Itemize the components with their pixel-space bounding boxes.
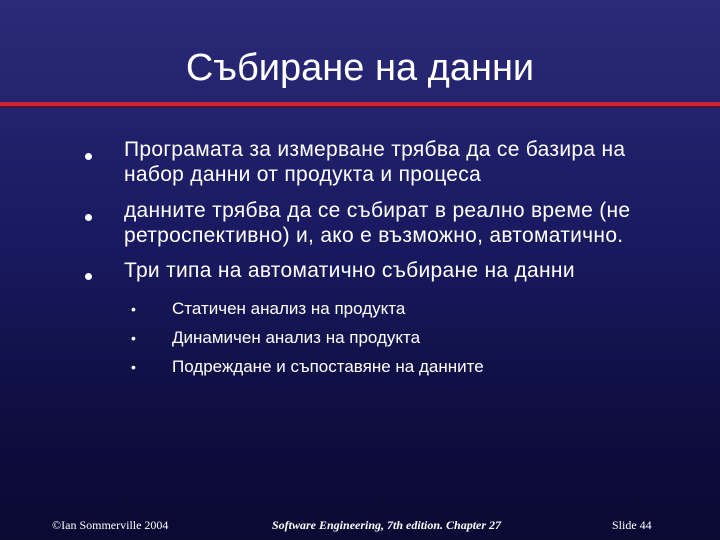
footer-book-title: Software Engineering, 7th edition. Chapter 27 <box>272 518 502 532</box>
footer-copyright: ©Ian Sommerville 2004 <box>52 518 169 532</box>
bullet-text: данните трябва да се събират в реално време (не ретроспективно) и, ако е възможно, автоматично. <box>124 199 631 247</box>
sub-bullet-text: Динамичен анализ на продукта <box>172 328 421 347</box>
sub-bullet-text: Подреждане и съпоставяне на данните <box>172 357 484 376</box>
title-divider-shadow <box>0 106 720 108</box>
sub-bullet-marker-icon: • <box>131 301 136 317</box>
bullet-text: Програмата за измерване трябва да се базира на набор данни от продукта и процеса <box>124 138 626 186</box>
slide-title: Събиране на данни <box>185 47 535 89</box>
bullet-dot-icon <box>85 214 92 221</box>
bullet-dot-icon <box>85 273 92 280</box>
sub-bullet-marker-icon: • <box>131 330 136 346</box>
bullet-text: Три типа на автоматично събиране на данни <box>124 259 575 282</box>
sub-bullet-marker-icon: • <box>131 359 136 375</box>
bullet-dot-icon <box>85 153 92 160</box>
footer-slide-number: Slide 44 <box>612 518 652 532</box>
sub-bullet-text: Статичен анализ на продукта <box>172 299 406 318</box>
